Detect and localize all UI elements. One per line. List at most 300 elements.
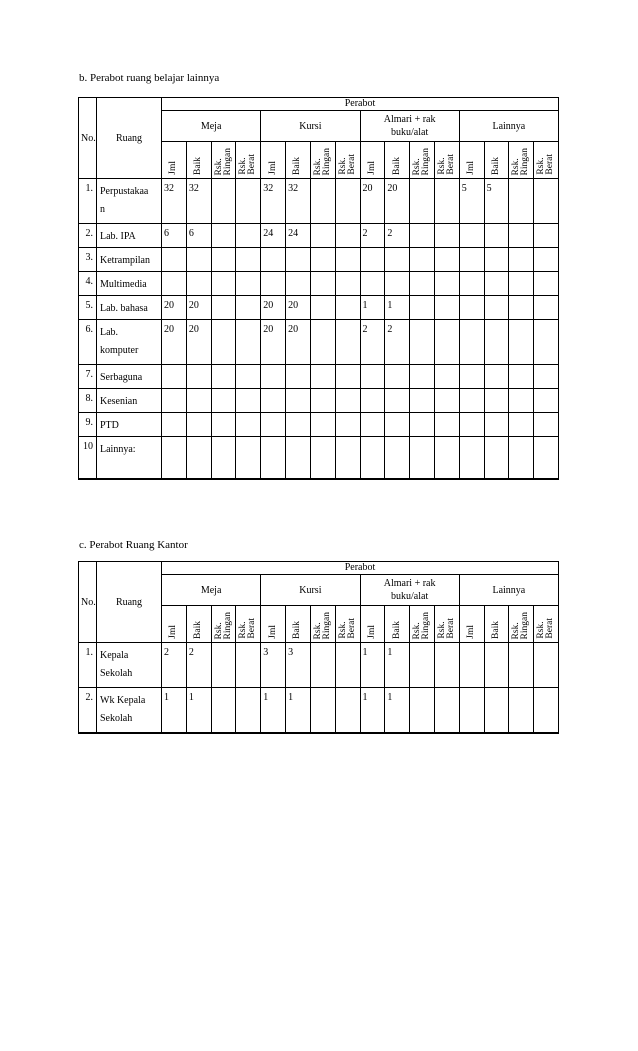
sub-header-cell (335, 142, 360, 179)
row-value-cell (434, 413, 459, 437)
row-value-cell (509, 296, 534, 320)
row-value-cell (434, 248, 459, 272)
row-value-cell (509, 320, 534, 365)
row-value-cell (335, 248, 360, 272)
row-number: 2. (79, 688, 97, 733)
table-row (79, 389, 559, 413)
row-value-cell (211, 365, 236, 389)
row-value-cell (310, 389, 335, 413)
row-value-cell: 1 (261, 688, 286, 733)
row-value-cell (236, 365, 261, 389)
row-value-cell (335, 365, 360, 389)
table-row (79, 365, 559, 389)
row-value-cell (509, 688, 534, 733)
row-room-name: Ketrampilan (97, 248, 162, 272)
row-value-cell (509, 248, 534, 272)
row-room-name: Lab. IPA (97, 224, 162, 248)
sub-header-cell (261, 606, 286, 643)
row-value-cell (162, 389, 187, 413)
sub-header-label: Rsk. Berat (536, 154, 556, 175)
row-value-cell (335, 437, 360, 479)
row-value-cell (385, 413, 410, 437)
row-value-cell (335, 320, 360, 365)
row-value-cell (385, 389, 410, 413)
row-value-cell: 1 (286, 688, 311, 733)
row-value-cell (162, 365, 187, 389)
sub-header-label: Rsk. Ringan (312, 611, 332, 639)
row-value-cell (261, 437, 286, 479)
row-value-cell (410, 272, 435, 296)
sub-header-label: Jml (267, 161, 278, 175)
row-value-cell (459, 296, 484, 320)
sub-header-label: Rsk. Ringan (412, 147, 432, 175)
row-number: 7. (79, 365, 97, 389)
header-row-perabot (79, 562, 559, 575)
row-value-cell (211, 248, 236, 272)
sub-header-cell (410, 142, 435, 179)
sub-header-label: Jml (466, 161, 477, 175)
row-value-cell: 20 (186, 320, 211, 365)
row-value-cell: 1 (385, 688, 410, 733)
sub-header-label: Rsk. Ringan (213, 611, 233, 639)
row-value-cell (310, 365, 335, 389)
row-value-cell (509, 389, 534, 413)
sub-header-cell (310, 142, 335, 179)
col-header-perabot: Perabot (162, 98, 559, 111)
sub-header-label: Rsk. Berat (337, 154, 357, 175)
row-value-cell: 2 (360, 320, 385, 365)
sub-header-cell (211, 142, 236, 179)
sub-header-cell (162, 606, 187, 643)
row-value-cell (261, 365, 286, 389)
sub-header-label: Rsk. Berat (337, 618, 357, 639)
row-value-cell (186, 389, 211, 413)
row-value-cell (261, 248, 286, 272)
row-value-cell (360, 413, 385, 437)
row-value-cell: 1 (385, 643, 410, 688)
row-value-cell (434, 437, 459, 479)
group-header: Meja (162, 575, 261, 606)
row-room-name: Wk Kepala Sekolah (97, 688, 162, 733)
row-value-cell (459, 248, 484, 272)
row-value-cell (310, 179, 335, 224)
row-number: 1. (79, 179, 97, 224)
sub-header-label: Jml (466, 625, 477, 639)
row-value-cell (484, 413, 509, 437)
row-value-cell (211, 272, 236, 296)
row-value-cell (236, 643, 261, 688)
row-value-cell (484, 320, 509, 365)
row-value-cell (211, 224, 236, 248)
sub-header-label: Rsk. Berat (436, 618, 456, 639)
group-header: Almari + rak buku/alat (360, 111, 459, 142)
row-value-cell (459, 224, 484, 248)
row-value-cell (236, 688, 261, 733)
row-value-cell (484, 389, 509, 413)
row-value-cell: 20 (286, 296, 311, 320)
sub-header-cell (261, 142, 286, 179)
row-value-cell (484, 365, 509, 389)
group-header: Meja (162, 111, 261, 142)
table-row (79, 688, 559, 733)
row-room-name: Lainnya: (97, 437, 162, 479)
sub-header-cell (509, 142, 534, 179)
sub-header-label: Rsk. Ringan (511, 611, 531, 639)
row-value-cell (360, 248, 385, 272)
row-value-cell (335, 413, 360, 437)
table-row (79, 179, 559, 224)
row-value-cell (410, 688, 435, 733)
row-value-cell (360, 437, 385, 479)
row-number: 6. (79, 320, 97, 365)
row-value-cell (434, 643, 459, 688)
row-value-cell: 32 (186, 179, 211, 224)
row-number: 9. (79, 413, 97, 437)
row-value-cell (459, 272, 484, 296)
row-value-cell (385, 365, 410, 389)
row-value-cell: 1 (360, 643, 385, 688)
col-header-perabot: Perabot (162, 562, 559, 575)
sub-header-cell (410, 606, 435, 643)
row-value-cell (484, 248, 509, 272)
row-value-cell: 20 (162, 296, 187, 320)
sub-header-label: Rsk. Berat (536, 618, 556, 639)
row-number: 5. (79, 296, 97, 320)
row-value-cell (335, 272, 360, 296)
group-header: Lainnya (459, 575, 558, 606)
sub-header-label: Rsk. Ringan (213, 147, 233, 175)
row-value-cell: 5 (459, 179, 484, 224)
row-value-cell (484, 643, 509, 688)
row-value-cell (211, 413, 236, 437)
row-value-cell (236, 179, 261, 224)
row-value-cell (459, 413, 484, 437)
section-b-caption: b. Perabot ruang belajar lainnya (79, 72, 220, 84)
row-value-cell (484, 688, 509, 733)
row-value-cell (534, 224, 559, 248)
sub-header-label: Baik (490, 621, 501, 639)
group-header: Kursi (261, 575, 360, 606)
row-value-cell (484, 296, 509, 320)
row-value-cell (310, 688, 335, 733)
sub-header-cell (360, 142, 385, 179)
sub-header-cell (459, 606, 484, 643)
sub-header-label: Baik (490, 157, 501, 175)
row-value-cell (162, 248, 187, 272)
sub-header-label: Baik (292, 157, 303, 175)
col-header-no: No. (79, 562, 97, 643)
row-value-cell: 2 (385, 320, 410, 365)
row-value-cell: 5 (484, 179, 509, 224)
row-value-cell (509, 437, 534, 479)
table-row (79, 413, 559, 437)
sub-header-cell (385, 142, 410, 179)
sub-header-cell (286, 606, 311, 643)
row-value-cell (509, 643, 534, 688)
row-value-cell: 24 (261, 224, 286, 248)
sub-header-cell (434, 142, 459, 179)
row-room-name: PTD (97, 413, 162, 437)
row-value-cell (310, 224, 335, 248)
row-value-cell: 1 (360, 296, 385, 320)
row-value-cell (335, 224, 360, 248)
sub-header-cell (211, 606, 236, 643)
sub-header-label: Rsk. Ringan (511, 147, 531, 175)
row-value-cell (410, 248, 435, 272)
row-value-cell: 24 (286, 224, 311, 248)
row-value-cell (434, 389, 459, 413)
row-value-cell: 20 (360, 179, 385, 224)
row-value-cell (211, 688, 236, 733)
row-value-cell (186, 272, 211, 296)
row-value-cell (286, 365, 311, 389)
row-value-cell (310, 413, 335, 437)
sub-header-cell (186, 142, 211, 179)
row-value-cell (236, 248, 261, 272)
row-value-cell (211, 389, 236, 413)
row-number: 4. (79, 272, 97, 296)
row-value-cell: 6 (186, 224, 211, 248)
row-value-cell (335, 179, 360, 224)
row-value-cell (534, 389, 559, 413)
row-value-cell (335, 688, 360, 733)
row-value-cell (410, 296, 435, 320)
row-value-cell (385, 437, 410, 479)
row-value-cell (509, 413, 534, 437)
row-value-cell (434, 179, 459, 224)
row-value-cell (459, 320, 484, 365)
row-value-cell (310, 437, 335, 479)
row-value-cell (459, 643, 484, 688)
row-value-cell (286, 248, 311, 272)
row-value-cell (534, 320, 559, 365)
row-value-cell: 20 (162, 320, 187, 365)
row-value-cell (484, 224, 509, 248)
row-value-cell (534, 296, 559, 320)
row-value-cell (211, 437, 236, 479)
row-value-cell (286, 272, 311, 296)
row-value-cell (236, 437, 261, 479)
row-value-cell (310, 272, 335, 296)
col-header-ruang: Ruang (97, 562, 162, 643)
row-room-name: Kepala Sekolah (97, 643, 162, 688)
row-value-cell (509, 272, 534, 296)
sub-header-cell (434, 606, 459, 643)
row-value-cell (534, 365, 559, 389)
table-row (79, 224, 559, 248)
sub-header-cell (509, 606, 534, 643)
sub-header-label: Baik (193, 157, 204, 175)
row-value-cell (534, 413, 559, 437)
col-header-no: No. (79, 98, 97, 179)
row-value-cell (434, 365, 459, 389)
section-c-caption: c. Perabot Ruang Kantor (79, 539, 188, 551)
table-row (79, 296, 559, 320)
row-value-cell: 20 (261, 296, 286, 320)
row-value-cell: 2 (360, 224, 385, 248)
sub-header-cell (186, 606, 211, 643)
row-value-cell (162, 413, 187, 437)
sub-header-label: Baik (391, 621, 402, 639)
row-value-cell: 20 (186, 296, 211, 320)
row-value-cell (335, 389, 360, 413)
row-value-cell: 3 (286, 643, 311, 688)
group-header: Lainnya (459, 111, 558, 142)
row-value-cell (434, 296, 459, 320)
sub-header-label: Rsk. Berat (436, 154, 456, 175)
row-value-cell: 20 (261, 320, 286, 365)
row-value-cell (261, 389, 286, 413)
table-row (79, 643, 559, 688)
row-value-cell (211, 179, 236, 224)
row-value-cell: 2 (385, 224, 410, 248)
row-value-cell (534, 643, 559, 688)
sub-header-cell (385, 606, 410, 643)
row-value-cell (434, 224, 459, 248)
row-value-cell (459, 389, 484, 413)
row-value-cell: 32 (162, 179, 187, 224)
row-value-cell (410, 365, 435, 389)
row-value-cell: 2 (162, 643, 187, 688)
row-value-cell (186, 413, 211, 437)
row-value-cell (286, 413, 311, 437)
row-value-cell (385, 272, 410, 296)
col-header-ruang: Ruang (97, 98, 162, 179)
row-value-cell (310, 248, 335, 272)
sub-header-cell (534, 142, 559, 179)
row-number: 1. (79, 643, 97, 688)
row-value-cell (509, 224, 534, 248)
group-header: Almari + rak buku/alat (360, 575, 459, 606)
row-value-cell: 2 (186, 643, 211, 688)
row-value-cell (509, 179, 534, 224)
row-value-cell (410, 224, 435, 248)
row-value-cell (534, 272, 559, 296)
row-value-cell (385, 248, 410, 272)
row-value-cell (286, 437, 311, 479)
row-value-cell (310, 296, 335, 320)
row-value-cell (236, 320, 261, 365)
row-value-cell (162, 272, 187, 296)
row-value-cell (509, 365, 534, 389)
row-number: 3. (79, 248, 97, 272)
row-value-cell (434, 320, 459, 365)
row-value-cell (459, 365, 484, 389)
row-value-cell (360, 389, 385, 413)
sub-header-label: Rsk. Berat (238, 154, 258, 175)
row-value-cell (335, 643, 360, 688)
group-header: Kursi (261, 111, 360, 142)
row-value-cell (459, 437, 484, 479)
sub-header-cell (286, 142, 311, 179)
row-value-cell (286, 389, 311, 413)
sub-header-label: Rsk. Ringan (412, 611, 432, 639)
row-value-cell (534, 437, 559, 479)
sub-header-cell (484, 606, 509, 643)
row-number: 2. (79, 224, 97, 248)
sub-header-label: Rsk. Berat (238, 618, 258, 639)
sub-header-label: Jml (267, 625, 278, 639)
row-room-name: Perpustakaa n (97, 179, 162, 224)
office-furniture-table (78, 561, 559, 734)
row-value-cell (186, 437, 211, 479)
row-value-cell (261, 413, 286, 437)
row-value-cell: 1 (360, 688, 385, 733)
row-value-cell (211, 296, 236, 320)
row-value-cell (310, 320, 335, 365)
row-value-cell (236, 389, 261, 413)
row-value-cell (434, 688, 459, 733)
row-value-cell (236, 413, 261, 437)
row-room-name: Multimedia (97, 272, 162, 296)
row-value-cell: 32 (261, 179, 286, 224)
row-value-cell (410, 179, 435, 224)
sub-header-label: Jml (366, 625, 377, 639)
sub-header-label: Rsk. Ringan (312, 147, 332, 175)
row-value-cell: 20 (286, 320, 311, 365)
row-room-name: Lab. komputer (97, 320, 162, 365)
row-value-cell (186, 365, 211, 389)
learning-furniture-table (78, 97, 559, 480)
row-value-cell (211, 643, 236, 688)
row-number: 8. (79, 389, 97, 413)
row-value-cell: 1 (385, 296, 410, 320)
row-value-cell (360, 365, 385, 389)
row-value-cell (410, 389, 435, 413)
sub-header-label: Baik (292, 621, 303, 639)
row-value-cell (360, 272, 385, 296)
header-row-perabot (79, 98, 559, 111)
row-value-cell (410, 643, 435, 688)
row-value-cell: 6 (162, 224, 187, 248)
row-value-cell (484, 272, 509, 296)
row-value-cell (186, 248, 211, 272)
row-value-cell (236, 224, 261, 248)
sub-header-label: Jml (366, 161, 377, 175)
row-value-cell (534, 688, 559, 733)
table-row (79, 437, 559, 479)
row-value-cell (211, 320, 236, 365)
row-value-cell (459, 688, 484, 733)
row-value-cell: 32 (286, 179, 311, 224)
sub-header-label: Baik (193, 621, 204, 639)
row-value-cell (410, 320, 435, 365)
sub-header-cell (310, 606, 335, 643)
row-room-name: Serbaguna (97, 365, 162, 389)
sub-header-cell (484, 142, 509, 179)
row-value-cell (310, 643, 335, 688)
row-value-cell: 20 (385, 179, 410, 224)
row-value-cell: 3 (261, 643, 286, 688)
row-value-cell (410, 413, 435, 437)
sub-header-label: Baik (391, 157, 402, 175)
row-room-name: Kesenian (97, 389, 162, 413)
row-value-cell (236, 296, 261, 320)
sub-header-cell (360, 606, 385, 643)
table-row (79, 272, 559, 296)
row-number: 10 (79, 437, 97, 479)
row-value-cell (236, 272, 261, 296)
row-value-cell (410, 437, 435, 479)
row-value-cell (534, 248, 559, 272)
sub-header-cell (236, 142, 261, 179)
row-room-name: Lab. bahasa (97, 296, 162, 320)
sub-header-cell (236, 606, 261, 643)
row-value-cell (534, 179, 559, 224)
row-value-cell (162, 437, 187, 479)
sub-header-label: Jml (168, 161, 179, 175)
row-value-cell (261, 272, 286, 296)
